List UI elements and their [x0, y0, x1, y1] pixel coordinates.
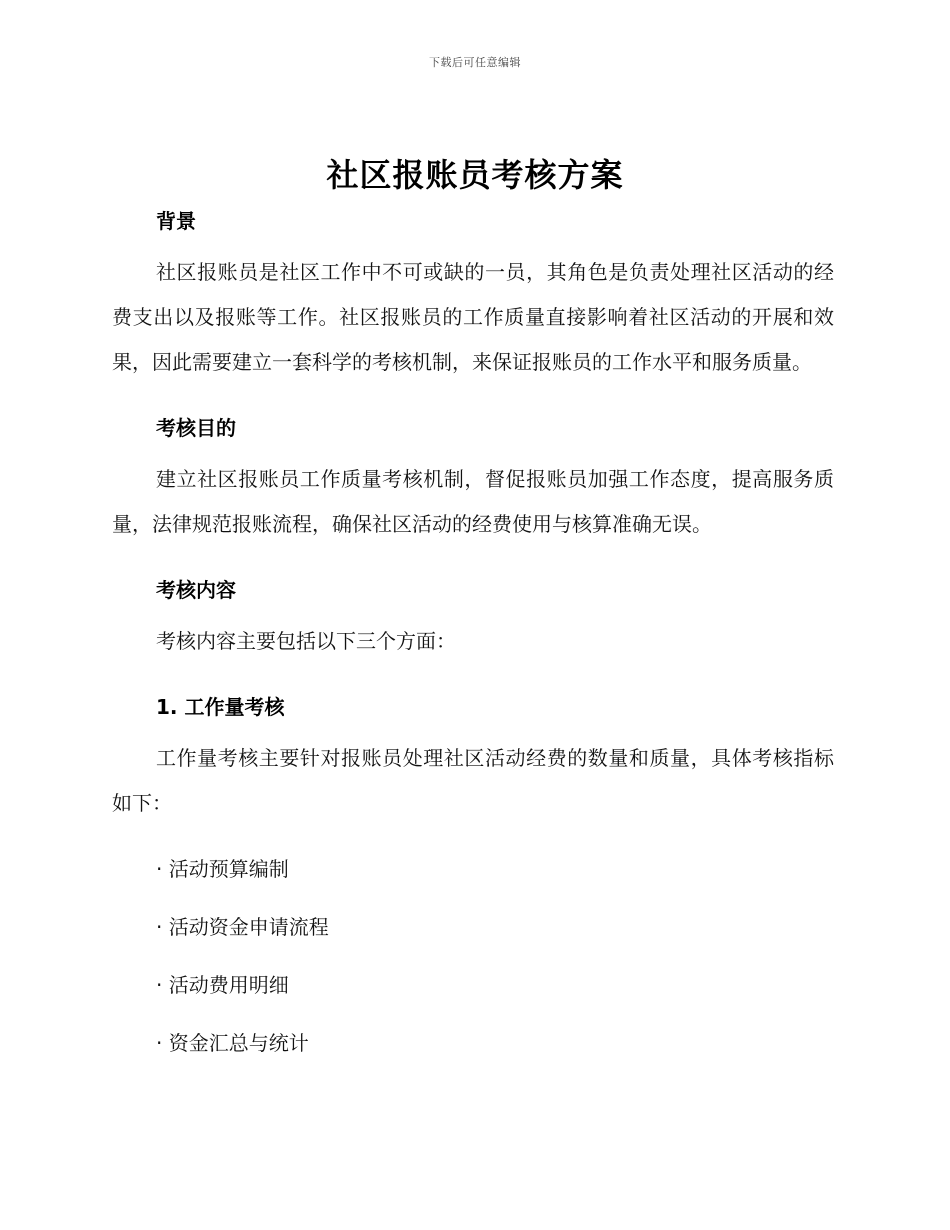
list-item: · 活动费用明细 — [156, 973, 289, 997]
list-item: · 活动资金申请流程 — [156, 915, 329, 939]
paragraph-content-intro: 考核内容主要包括以下三个方面： — [156, 629, 456, 653]
section-heading-content: 考核内容 — [156, 578, 236, 602]
section-workload — [112, 692, 834, 1058]
section-background — [112, 206, 834, 385]
document-title: 社区报账员考核方案 — [326, 156, 624, 194]
section-content — [112, 575, 834, 664]
section-heading-workload: 1. 工作量考核 — [156, 695, 285, 719]
header-note: 下载后可任意编辑 — [429, 56, 521, 69]
section-purpose — [112, 413, 834, 547]
section-heading-purpose: 考核目的 — [156, 416, 236, 440]
paragraph-purpose: 建立社区报账员工作质量考核机制，督促报账员加强工作态度，提高服务质量，法律规范报账流程，确保社区活动的经费使用与核算准确无误。 — [112, 467, 834, 536]
paragraph-workload: 工作量考核主要针对报账员处理社区活动经费的数量和质量，具体考核指标如下： — [112, 746, 834, 815]
paragraph-background: 社区报账员是社区工作中不可或缺的一员，其角色是负责处理社区活动的经费支出以及报账等工作。社区报账员的工作质量直接影响着社区活动的开展和效果，因此需要建立一套科学的考核机制，来保证报账员的工作水平和服务质量。 — [112, 260, 834, 374]
document-body — [112, 206, 834, 1058]
section-heading-background: 背景 — [156, 209, 196, 233]
list-item: · 资金汇总与统计 — [156, 1031, 309, 1055]
list-item: · 活动预算编制 — [156, 857, 289, 881]
